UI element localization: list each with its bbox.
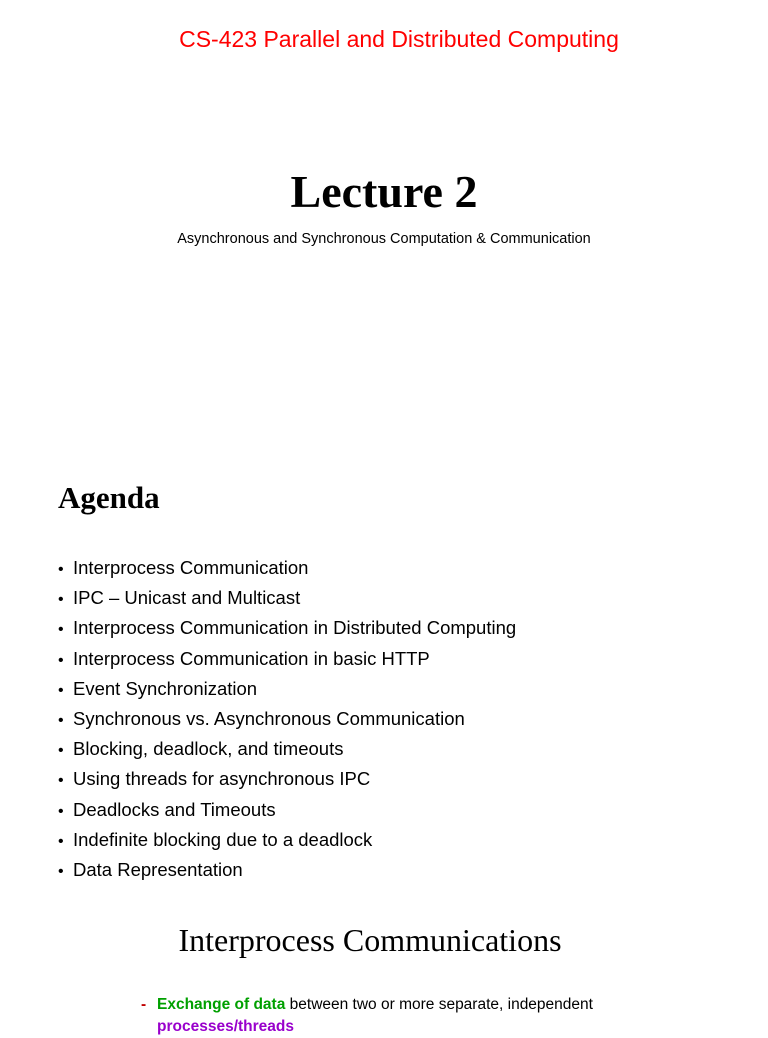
agenda-item [58,765,516,795]
ipc-point-continuation: processes/threads [157,1018,294,1035]
agenda-item-label: Blocking, deadlock, and timeouts [73,738,344,760]
bullet-icon: • [58,712,64,730]
agenda-item [58,675,516,705]
bullet-icon: • [58,621,64,639]
agenda-item-label: Deadlocks and Timeouts [73,798,276,820]
agenda-item-label: Synchronous vs. Asynchronous Communication [73,708,465,730]
agenda-item-label: Data Representation [73,859,243,881]
bullet-icon: • [58,681,64,699]
agenda-item [58,735,516,765]
agenda-item [58,826,516,856]
dash-bullet-icon: - [141,996,147,1013]
agenda-item [58,856,516,886]
lecture-title: Lecture 2 [290,166,478,217]
course-title: CS-423 Parallel and Distributed Computing [179,26,619,52]
ipc-point-highlight: Exchange of data [157,996,286,1013]
bullet-icon: • [58,561,64,578]
bullet-icon: • [58,772,64,790]
agenda-item-label: Indefinite blocking due to a deadlock [73,828,373,850]
agenda-item [58,705,516,735]
agenda-item-label: Interprocess Communication [73,557,309,578]
agenda-item [58,554,516,584]
bullet-icon: • [58,832,64,850]
bullet-icon: • [58,863,64,881]
agenda-item-label: Event Synchronization [73,677,258,699]
agenda-item-label: IPC – Unicast and Multicast [73,587,301,609]
agenda-item [58,584,516,614]
agenda-list [58,554,516,886]
agenda-item-label: Using threads for asynchronous IPC [73,768,371,790]
bullet-icon: • [58,651,64,669]
agenda-heading: Agenda [58,480,160,515]
bullet-icon: • [58,742,64,760]
lecture-subtitle: Asynchronous and Synchronous Computation & Communication [177,231,591,247]
agenda-item [58,614,516,644]
ipc-point-text: between two or more separate, independent [285,996,593,1013]
ipc-point [141,994,593,1016]
bullet-icon: • [58,802,64,820]
ipc-heading: Interprocess Communications [178,922,562,958]
agenda-item-label: Interprocess Communication in Distributed Computing [73,617,517,639]
bullet-icon: • [58,591,64,609]
agenda-item-label: Interprocess Communication in basic HTTP [73,647,430,669]
agenda-item [58,796,516,826]
agenda-item [58,645,516,675]
